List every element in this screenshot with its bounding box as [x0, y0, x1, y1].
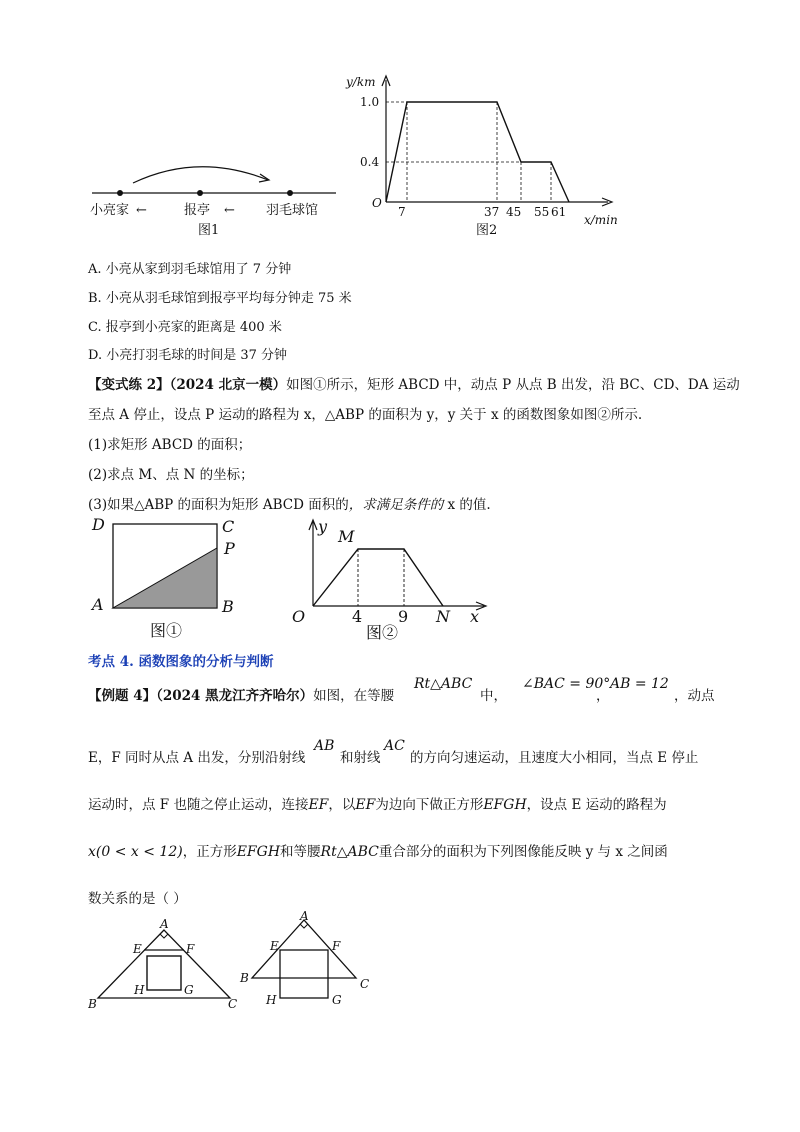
example-4-text-4a: ，正方形	[182, 844, 237, 860]
question-1: (1)求矩形 ABCD 的面积；	[88, 437, 252, 453]
tri1-label-B: B	[88, 997, 97, 1010]
figure-function-graph	[280, 518, 490, 643]
graph-label-O: O	[292, 607, 306, 626]
graph-label-y: y	[318, 518, 328, 536]
y-tick-1.0: 1.0	[360, 95, 380, 109]
example-4-text-4c: 重合部分的面积为下列图像能反映 y 与 x 之间函	[378, 844, 668, 860]
example-4-tag: 【例题 4】	[88, 688, 157, 704]
question-3	[88, 493, 491, 513]
tri1-label-C: C	[228, 997, 238, 1010]
option-a: A. 小亮从家到羽毛球馆用了 7 分钟	[88, 262, 292, 277]
triangle-figure-1	[88, 918, 248, 1010]
graph-label-x: x	[470, 607, 480, 626]
tri2-label-C: C	[360, 977, 370, 991]
example-4-text-1a: 如图，在等腰	[313, 688, 395, 704]
math-ray-ac: AC	[384, 738, 405, 754]
example-4-text-4b: 和等腰	[280, 844, 321, 860]
y-tick-0.4: 0.4	[360, 155, 380, 169]
tri1-label-H: H	[134, 983, 145, 997]
math-rt-triangle-abc-1: Rt△ABC	[414, 676, 473, 692]
x-tick-37: 37	[484, 205, 500, 219]
example-4-line-5: 数关系的是（ ）	[88, 891, 187, 907]
example-4-text-1c: ，	[596, 688, 610, 704]
exercise-2-line-1	[88, 373, 740, 393]
tri2-label-B: B	[240, 971, 249, 985]
label-kiosk: 报亭	[184, 203, 211, 218]
example-4-line-3	[88, 793, 667, 813]
x-tick-61: 61	[551, 205, 567, 219]
y-axis-label: y/km	[346, 75, 376, 89]
math-ray-ab: AB	[314, 738, 335, 754]
triangle-figure-2	[236, 908, 386, 1008]
square-efgh-1	[147, 956, 181, 990]
example-4-text-2b: 和射线	[340, 750, 381, 766]
math-x-range: x(0 < x < 12)	[88, 844, 183, 860]
point-home	[117, 190, 123, 196]
right-angle-mark-2	[300, 924, 308, 928]
example-4-line-2	[88, 746, 305, 766]
example-4-text-1b: 中，	[480, 688, 507, 704]
left-arrow-1: ←	[136, 203, 147, 218]
point-court	[287, 190, 293, 196]
figure-rectangle	[88, 512, 248, 642]
figure-rectangle-caption: 图①	[150, 621, 183, 640]
example-4-text-2c: 的方向匀速运动，且速度大小相同，当点 E 停止	[410, 750, 699, 766]
graph-label-N: N	[436, 607, 450, 626]
example-4-text-2a: E，F 同时从点 A 出发，分别沿射线	[88, 750, 306, 766]
label-home: 小亮家	[90, 203, 130, 218]
graph-label-9: 9	[398, 607, 409, 626]
exercise-2-line-2: 至点 A 停止，设点 P 运动的路程为 x，△ABP 的面积为 y，y 关于 x 的函数图象如图②所示.	[88, 407, 643, 423]
math-ab-equals-12: AB = 12	[610, 676, 669, 692]
example-4-text-3b: ，以	[328, 797, 356, 813]
left-arrow-2: ←	[224, 203, 235, 218]
label-A: A	[92, 595, 104, 614]
math-ef-2: EF	[355, 797, 376, 813]
question-3-text-c: x 的值.	[443, 497, 491, 513]
label-C: C	[222, 517, 235, 536]
graph-trapezoid-line	[313, 549, 443, 606]
label-B: B	[222, 597, 234, 616]
example-4-text-1d: ，动点	[674, 688, 715, 704]
x-tick-7: 7	[398, 205, 406, 219]
tri2-label-A: A	[300, 909, 309, 923]
tri1-label-A: A	[160, 918, 169, 931]
section-4-heading: 考点 4. 函数图象的分析与判断	[88, 654, 274, 670]
question-2: (2)求点 M、点 N 的坐标；	[88, 467, 254, 483]
figure-2-graph	[340, 70, 640, 245]
square-efgh-2	[280, 950, 328, 998]
example-4-text-3d: ，设点 E 运动的路程为	[526, 797, 667, 813]
guide-lines	[386, 102, 551, 202]
math-efgh-1: EFGH	[483, 797, 527, 813]
label-court: 羽毛球馆	[266, 203, 319, 218]
question-3-text-a: (3)如果△ABP 的面积为矩形 ABCD 面积的	[88, 497, 349, 513]
exercise-2-text-1: 如图①所示，矩形 ABCD 中，动点 P 从点 B 出发，沿 BC、CD、DA 运动	[286, 377, 740, 393]
figure-graph-caption: 图②	[366, 623, 399, 642]
triangle-abc-1	[98, 930, 230, 998]
example-4-line-4	[88, 840, 668, 860]
exercise-2-tag: 【变式练 2】	[88, 377, 170, 393]
label-P: P	[224, 539, 235, 558]
example-4-text-3a: 运动时，点 F 也随之停止运动，连接	[88, 797, 309, 813]
option-d: D. 小亮打羽毛球的时间是 37 分钟	[88, 348, 288, 363]
math-rt-triangle-abc-2: Rt△ABC	[320, 844, 379, 860]
math-efgh-2: EFGH	[236, 844, 281, 860]
right-angle-mark-1	[160, 934, 168, 938]
option-b: B. 小亮从羽毛球馆到报亭平均每分钟走 75 米	[88, 291, 352, 306]
origin-label: O	[372, 196, 382, 210]
example-4-source: （2024 黑龙江齐齐哈尔）	[156, 688, 314, 704]
example-4-line-1	[88, 684, 394, 704]
tri1-label-F: F	[186, 942, 195, 956]
x-tick-45: 45	[506, 205, 522, 219]
example-4-text-3c: 为边向下做正方形	[375, 797, 484, 813]
tri2-label-F: F	[332, 939, 341, 953]
point-kiosk	[197, 190, 203, 196]
math-ef-1: EF	[308, 797, 329, 813]
tri1-label-G: G	[184, 983, 194, 997]
figure-1-caption: 图1	[198, 223, 220, 238]
x-axis-label: x/min	[584, 213, 618, 227]
tri2-label-G: G	[332, 993, 342, 1007]
graph-label-M: M	[338, 527, 355, 546]
tri2-label-E: E	[270, 939, 279, 953]
math-angle-bac: ∠BAC = 90°	[522, 676, 611, 692]
figure-1-route	[88, 160, 348, 240]
tri2-label-H: H	[266, 993, 277, 1007]
label-D: D	[92, 515, 105, 534]
graph-label-4: 4	[352, 607, 363, 626]
exercise-2-source: （2024 北京一模）	[169, 377, 287, 393]
distance-series-line	[386, 102, 569, 202]
figure-2-caption: 图2	[476, 223, 498, 238]
x-tick-55: 55	[534, 205, 550, 219]
question-3-text-b: ，求满足条件的	[348, 497, 444, 513]
option-c: C. 报亭到小亮家的距离是 400 米	[88, 320, 282, 335]
tri1-label-E: E	[133, 942, 142, 956]
route-arc	[133, 167, 268, 183]
